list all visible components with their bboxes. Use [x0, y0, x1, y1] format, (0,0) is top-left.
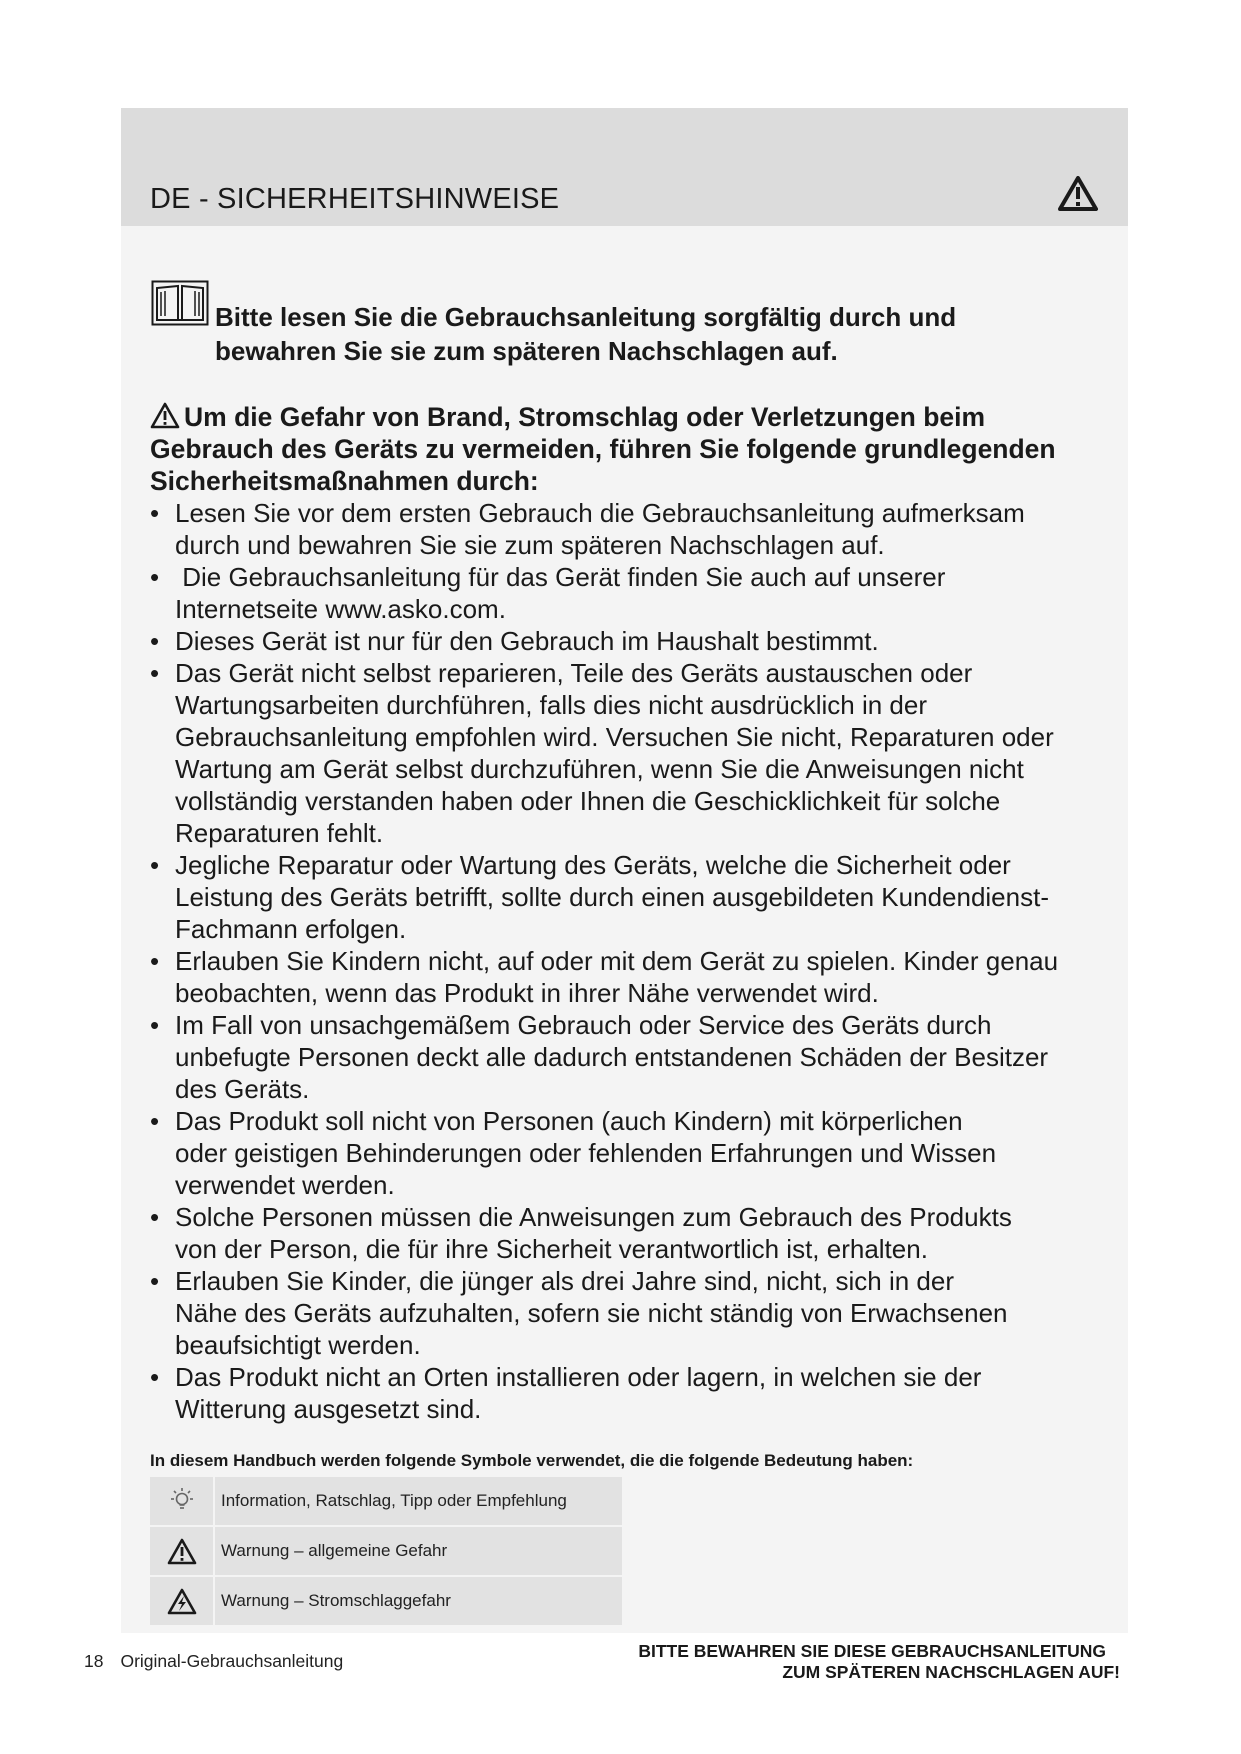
list-item-line: • Jegliche Reparatur oder Wartung des Geräts, welche die Sicherheit oder — [175, 850, 1011, 880]
electric-shock-warning-icon — [167, 1588, 197, 1615]
list-item-line: von der Person, die für ihre Sicherheit verantwortlich ist, erhalten. — [175, 1234, 928, 1264]
list-item-line: Leistung des Geräts betrifft, sollte durch einen ausgebildeten Kundendienst- — [175, 882, 1049, 912]
list-item-line: verwendet werden. — [175, 1170, 395, 1200]
safety-lead-line: Gebrauch des Geräts zu vermeiden, führen Sie folgende grundlegenden — [150, 434, 1056, 464]
page-number: 18 — [84, 1651, 104, 1671]
list-item-line: • Die Gebrauchsanleitung für das Gerät finden Sie auch auf unserer — [175, 562, 946, 592]
footer-page-info — [84, 1651, 343, 1672]
table-row — [150, 1527, 622, 1575]
list-item — [150, 497, 1115, 561]
list-item-line: Internetseite www.asko.com. — [175, 594, 506, 624]
list-item — [150, 1105, 1115, 1201]
intro-text — [215, 300, 1095, 368]
list-item-line: • Das Produkt soll nicht von Personen (auch Kindern) mit körperlichen — [175, 1106, 963, 1136]
list-item-line: beobachten, wenn das Produkt in ihrer Nähe verwendet wird. — [175, 978, 879, 1008]
symbol-description: Warnung – Stromschlaggefahr — [215, 1577, 622, 1625]
warning-triangle-icon — [150, 402, 180, 429]
list-item-line: Nähe des Geräts aufzuhalten, sofern sie nicht ständig von Erwachsenen — [175, 1298, 1008, 1328]
intro-line: Bitte lesen Sie die Gebrauchsanleitung sorgfältig durch und — [215, 302, 957, 332]
list-item-line: • Das Produkt nicht an Orten installieren oder lagern, in welchen sie der — [175, 1362, 982, 1392]
list-item — [150, 1201, 1115, 1265]
safety-lead — [150, 401, 1110, 497]
warning-triangle-icon — [1058, 176, 1098, 212]
list-item — [150, 1009, 1115, 1105]
list-item-line: beaufsichtigt werden. — [175, 1330, 421, 1360]
list-item-line: Reparaturen fehlt. — [175, 818, 384, 848]
safety-lead-line: Sicherheitsmaßnahmen durch: — [150, 466, 539, 496]
safety-list — [150, 497, 1115, 1425]
list-item — [150, 945, 1115, 1009]
symbol-description: Information, Ratschlag, Tipp oder Empfehlung — [215, 1477, 622, 1525]
list-item-line: oder geistigen Behinderungen oder fehlenden Erfahrungen und Wissen — [175, 1138, 997, 1168]
list-item-line: Wartung am Gerät selbst durchzuführen, wenn Sie die Anweisungen nicht — [175, 754, 1024, 784]
list-item-line: • Erlauben Sie Kindern nicht, auf oder mit dem Gerät zu spielen. Kinder genau — [175, 946, 1059, 976]
list-item — [150, 1265, 1115, 1361]
symbols-caption: In diesem Handbuch werden folgende Symbole verwendet, die die folgende Bedeutung haben: — [150, 1451, 914, 1470]
list-item-line: • Erlauben Sie Kinder, die jünger als drei Jahre sind, nicht, sich in der — [175, 1266, 954, 1296]
doc-label: Original-Gebrauchsanleitung — [120, 1651, 344, 1671]
symbols-table — [150, 1477, 622, 1627]
safety-lead-line: Um die Gefahr von Brand, Stromschlag oder Verletzungen beim — [184, 402, 986, 432]
manual-book-icon — [151, 280, 209, 326]
list-item-line: des Geräts. — [175, 1074, 310, 1104]
list-item — [150, 561, 1115, 625]
list-item-line: Fachmann erfolgen. — [175, 914, 407, 944]
symbol-description: Warnung – allgemeine Gefahr — [215, 1527, 622, 1575]
intro-line: bewahren Sie sie zum späteren Nachschlagen auf. — [215, 336, 838, 366]
list-item — [150, 657, 1115, 849]
list-item-line: • Lesen Sie vor dem ersten Gebrauch die Gebrauchsanleitung aufmerksam — [175, 498, 1025, 528]
list-item-line: Witterung ausgesetzt sind. — [175, 1394, 482, 1424]
list-item — [150, 849, 1115, 945]
footer-notice-line: BITTE BEWAHREN SIE DIESE GEBRAUCHSANLEITUNG — [638, 1641, 1106, 1661]
lightbulb-icon — [167, 1486, 197, 1516]
list-item-line: • Dieses Gerät ist nur für den Gebrauch im Haushalt bestimmt. — [175, 626, 879, 656]
list-item-line: vollständig verstanden haben oder Ihnen die Geschicklichkeit für solche — [175, 786, 1001, 816]
list-item — [150, 625, 1115, 657]
section-title: DE - SICHERHEITSHINWEISE — [150, 183, 560, 215]
list-item-line: Gebrauchsanleitung empfohlen wird. Versuchen Sie nicht, Reparaturen oder — [175, 722, 1054, 752]
table-row — [150, 1577, 622, 1625]
list-item-line: • Im Fall von unsachgemäßem Gebrauch oder Service des Geräts durch — [175, 1010, 992, 1040]
warning-triangle-icon — [167, 1538, 197, 1565]
footer-notice-line: ZUM SPÄTEREN NACHSCHLAGEN AUF! — [782, 1662, 1120, 1682]
list-item-line: Wartungsarbeiten durchführen, falls dies nicht ausdrücklich in der — [175, 690, 927, 720]
table-row — [150, 1477, 622, 1525]
list-item-line: unbefugte Personen deckt alle dadurch entstandenen Schäden der Besitzer — [175, 1042, 1049, 1072]
list-item-line: • Solche Personen müssen die Anweisungen zum Gebrauch des Produkts — [175, 1202, 1012, 1232]
footer-notice — [520, 1641, 1120, 1683]
list-item-line: durch und bewahren Sie sie zum späteren Nachschlagen auf. — [175, 530, 885, 560]
list-item-line: • Das Gerät nicht selbst reparieren, Teile des Geräts austauschen oder — [175, 658, 973, 688]
list-item — [150, 1361, 1115, 1425]
